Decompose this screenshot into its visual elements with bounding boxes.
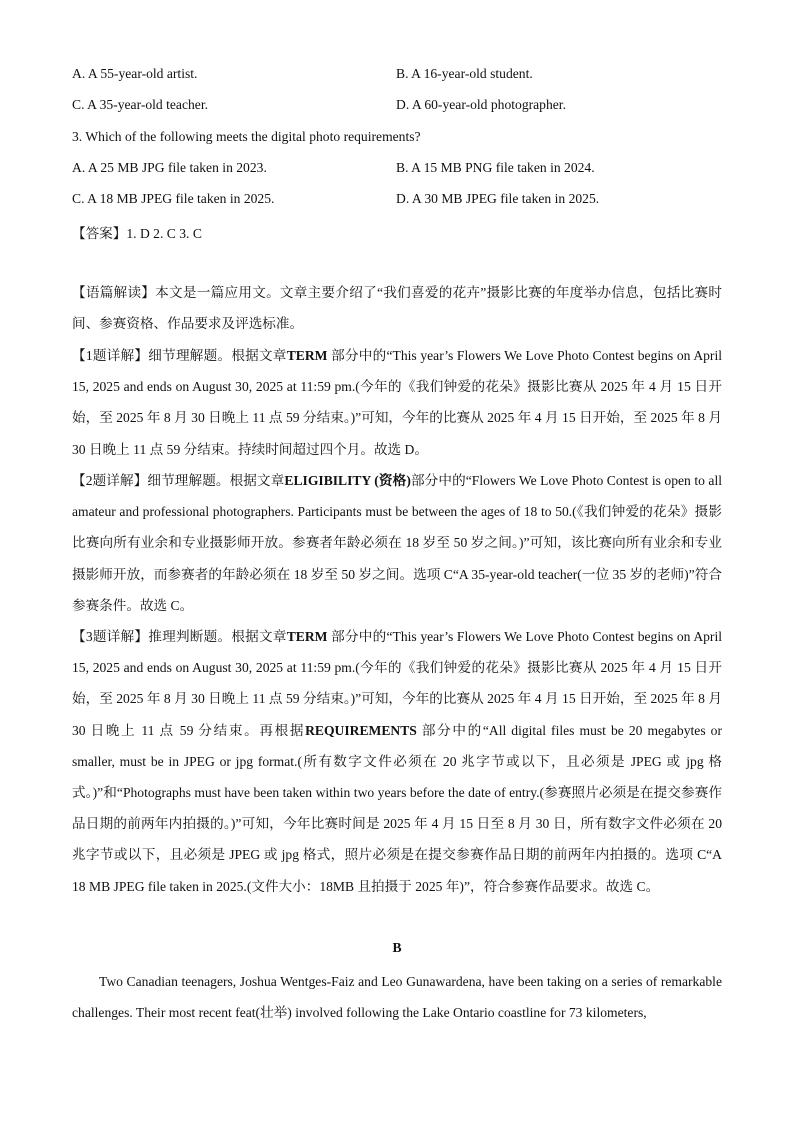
q2-option-d: D. A 60-year-old photographer. — [396, 97, 566, 112]
passage-summary — [72, 277, 722, 339]
q3-option-a: A. A 25 MB JPG file taken in 2023. — [72, 160, 267, 175]
section-b-heading: B — [392, 940, 402, 955]
q2-option-c: C. A 35-year-old teacher. — [72, 97, 208, 112]
detail-2-text: 部分中的“Flowers We Love Photo Contest is open to all amateur and professional photographers. Participants must be between the ages of 18 to 50.(《我们钟爱的花朵》摄影比赛向所有业余和专业摄影师开放。参赛者年龄必须在 18 岁至 50 岁之间。)”可知，该比赛向所有业余和专业摄影师开放，而参赛者的年龄必须在 18 岁至 50 岁之间。选项 C“A 35-year-old teacher(一位 35 岁的老师)”符合参赛条件。故选 C。 — [72, 473, 723, 613]
detail-3-label: 【3题详解】 — [72, 629, 149, 644]
detail-1-pre: 细节理解题。根据文章 — [148, 348, 287, 363]
detail-2-label: 【2题详解】 — [72, 473, 148, 488]
section-b-passage: Two Canadian teenagers, Joshua Wentges-Faiz and Leo Gunawardena, have been taking on a series of remarkable challenges. Their most recent feat(壮举) involved following the Lake Ontario coastline for 73 kilometers, — [72, 974, 722, 1021]
detail-2-keyword: ELIGIBILITY (资格) — [284, 473, 411, 488]
detail-1-keyword: TERM — [286, 348, 328, 363]
summary-label: 【语篇解读】 — [72, 285, 156, 300]
q3-option-d: D. A 30 MB JPEG file taken in 2025. — [396, 191, 600, 206]
detail-2 — [72, 465, 722, 621]
detail-2-pre: 细节理解题。根据文章 — [147, 473, 285, 488]
detail-3-pre: 推理判断题。根据文章 — [148, 629, 287, 644]
detail-1-label: 【1题详解】 — [72, 348, 149, 363]
detail-3 — [72, 621, 722, 902]
summary-text: 本文是一篇应用文。文章主要介绍了“我们喜爱的花卉”摄影比赛的年度举办信息，包括比赛时间、参赛资格、作品要求及评选标准。 — [72, 285, 722, 332]
detail-3-text-b: 部分中的“All digital files must be 20 megabytes or smaller, must be in JPEG or jpg format.(所有数字文件必须在 20 兆字节或以下，且必须是 JPEG 或 jpg 格式。)”和“Photographs must have been taken within two years before the date of entry.(参赛照片必须是在提交参赛作品日期的前两年内拍摄的。)”可知，今年比赛时间是 2025 年 4 月 15 日至 8 月 30 日，所有数字文件必须在 20 兆字节或以下，且必须是 JPEG 或 jpg 格式，照片必须是在提交参赛作品日期的前两年内拍摄的。选项 C“A 18 MB JPEG file taken in 2025.(文件大小：18MB 且拍摄于 2025 年)”，符合参赛作品要求。故选 C。 — [72, 722, 722, 894]
q3-stem: 3. Which of the following meets the digital photo requirements? — [72, 129, 421, 144]
q3-option-c: C. A 18 MB JPEG file taken in 2025. — [72, 191, 275, 206]
q3-option-b: B. A 15 MB PNG file taken in 2024. — [396, 160, 595, 175]
detail-3-keyword-2: REQUIREMENTS — [305, 722, 417, 738]
detail-1-text: 部分中的“This year’s Flowers We Love Photo Contest begins on April 15, 2025 and ends on August 30, 2025 at 11:59 pm.(今年的《我们钟爱的花朵》摄影比赛从 2025 年 4 月 15 日开始，至 2025 年 8 月 30 日晚上 11 点 59 分结束。)”可知，今年的比赛从 2025 年 4 月 15 日开始，至 2025 年 8 月 30 日晚上 11 点 59 分结束。持续时间超过四个月。故选 D。 — [72, 348, 723, 457]
detail-3-text-a: 部分中的“This year’s Flowers We Love Photo Contest begins on April 15, 2025 and ends on August 30, 2025 at 11:59 pm.(今年的《我们钟爱的花朵》摄影比赛从 2025 年 4 月 15 日开始，至 2025 年 8 月 30 日晚上 11 点 59 分结束。)”可知，今年的比赛从 2025 年 4 月 15 日开始，至 2025 年 8 月 30 日晚上 11 点 59 分结束。再根据 — [72, 629, 723, 738]
detail-1 — [72, 340, 722, 465]
q2-option-a: A. A 55-year-old artist. — [72, 66, 198, 81]
q2-option-b: B. A 16-year-old student. — [396, 66, 533, 81]
detail-3-keyword: TERM — [286, 629, 328, 644]
answer-key: 【答案】1. D 2. C 3. C — [72, 226, 202, 241]
